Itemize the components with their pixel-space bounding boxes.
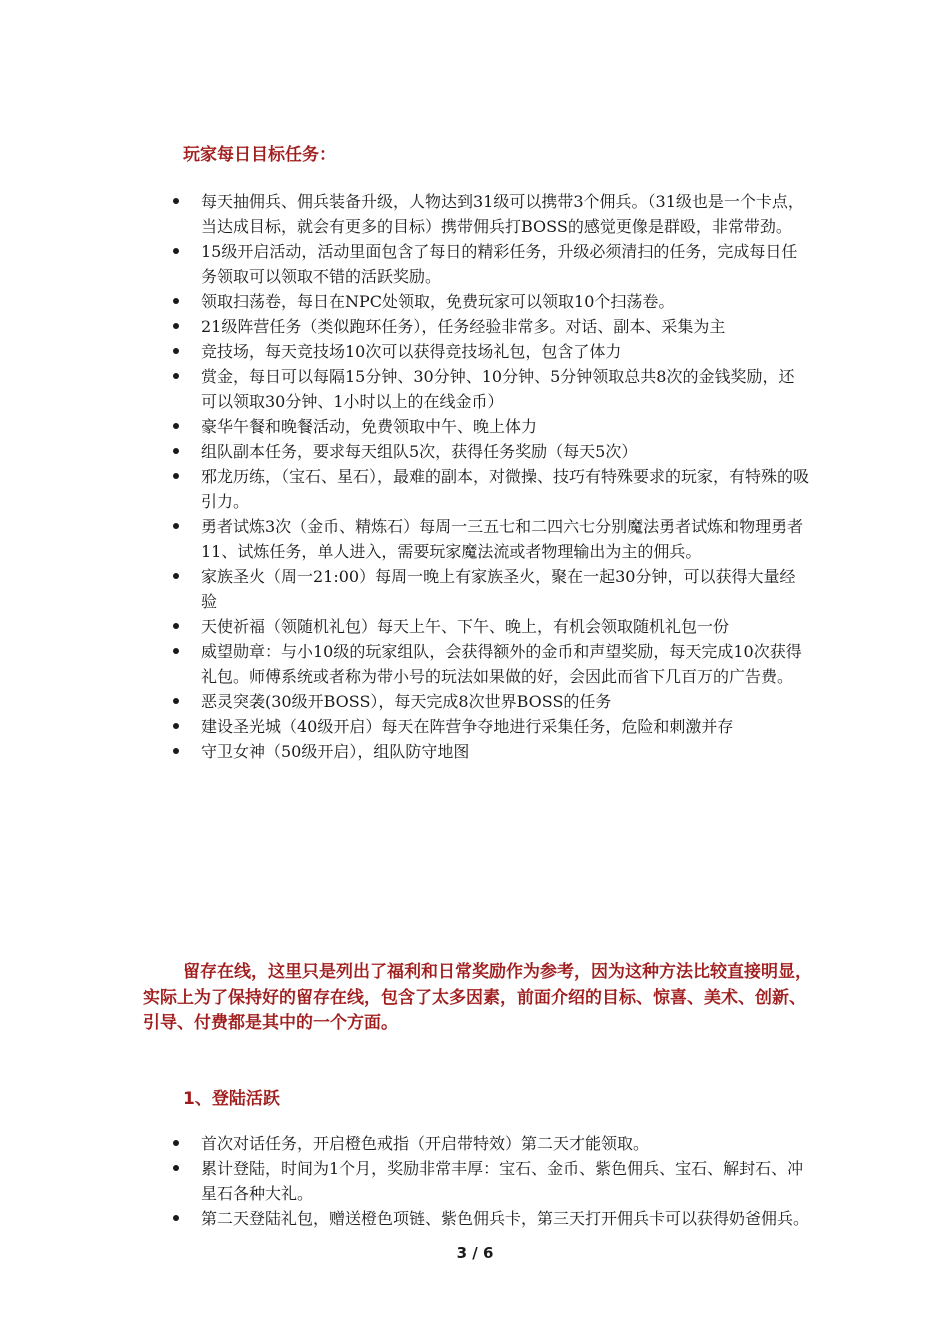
daily-tasks-list [170, 189, 810, 764]
bullet-dot-icon [173, 748, 179, 754]
bullet-dot-icon [173, 248, 179, 254]
list-item [170, 239, 810, 289]
retention-paragraph: 留存在线，这里只是列出了福利和日常奖励作为参考，因为这种方法比较直接明显，实际上为了保持好的留存在线，包含了太多因素，前面介绍的目标、惊喜、美术、创新、引导、付费都是其中的一个方面。 [143, 962, 812, 1033]
bullet-dot-icon [173, 448, 179, 454]
list-item [170, 289, 810, 314]
bullet-dot-icon [173, 198, 179, 204]
list-item [170, 714, 810, 739]
list-item-text: 勇者试炼3次（金币、精炼石）每周一三五七和二四六七分别魔法勇者试炼和物理勇者11、试炼任务，单人进入，需要玩家魔法流或者物理输出为主的佣兵。 [201, 517, 804, 561]
bullet-dot-icon [173, 373, 179, 379]
bullet-dot-icon [173, 323, 179, 329]
list-item-text: 21级阵营任务（类似跑环任务），任务经验非常多。对话、副本、采集为主 [201, 317, 726, 336]
bullet-dot-icon [173, 1140, 179, 1146]
login-activity-list [170, 1131, 810, 1231]
list-item-text: 15级开启活动，活动里面包含了每日的精彩任务，升级必须清扫的任务，完成每日任务领取可以领取不错的活跃奖励。 [201, 242, 798, 286]
bullet-dot-icon [173, 348, 179, 354]
list-item [170, 739, 810, 764]
bullet-dot-icon [173, 698, 179, 704]
list-item-text: 豪华午餐和晚餐活动，免费领取中午、晚上体力 [201, 417, 538, 436]
bullet-dot-icon [173, 573, 179, 579]
bullet-dot-icon [173, 1215, 179, 1221]
bullet-dot-icon [173, 298, 179, 304]
list-item [170, 464, 810, 514]
bullet-dot-icon [173, 648, 179, 654]
list-item [170, 564, 810, 614]
list-item-text: 威望勋章：与小10级的玩家组队，会获得额外的金币和声望奖励，每天完成10次获得礼包。师傅系统或者称为带小号的玩法如果做的好，会因此而省下几百万的广告费。 [201, 642, 802, 686]
list-item [170, 1206, 810, 1231]
list-item-text: 竞技场，每天竞技场10次可以获得竞技场礼包，包含了体力 [201, 342, 622, 361]
list-item-text: 恶灵突袭(30级开BOSS），每天完成8次世界BOSS的任务 [201, 692, 612, 711]
list-item [170, 439, 810, 464]
list-item [170, 1156, 810, 1206]
login-activity-heading: 1、登陆活跃 [183, 1089, 280, 1109]
list-item-text: 建设圣光城（40级开启）每天在阵营争夺地进行采集任务，危险和刺激并存 [201, 717, 734, 736]
daily-tasks-heading: 玩家每日目标任务： [183, 145, 336, 165]
list-item-text: 赏金，每日可以每隔15分钟、30分钟、10分钟、5分钟领取总共8次的金钱奖励，还可以领取30分钟、1小时以上的在线金币） [201, 367, 795, 411]
bullet-dot-icon [173, 523, 179, 529]
list-item-text: 领取扫荡卷，每日在NPC处领取，免费玩家可以领取10个扫荡卷。 [201, 292, 675, 311]
list-item-text: 第二天登陆礼包，赠送橙色项链、紫色佣兵卡，第三天打开佣兵卡可以获得奶爸佣兵。 [201, 1209, 810, 1228]
list-item-text: 首次对话任务，开启橙色戒指（开启带特效）第二天才能领取。 [201, 1134, 650, 1153]
bullet-dot-icon [173, 623, 179, 629]
list-item-text: 邪龙历练，（宝石、星石），最难的副本，对微操、技巧有特殊要求的玩家，有特殊的吸引力。 [201, 467, 810, 511]
list-item-text: 组队副本任务，要求每天组队5次，获得任务奖励（每天5次） [201, 442, 638, 461]
list-item [170, 614, 810, 639]
list-item [170, 339, 810, 364]
list-item-text: 每天抽佣兵、佣兵装备升级，人物达到31级可以携带3个佣兵。（31级也是一个卡点，当达成目标，就会有更多的目标）携带佣兵打BOSS的感觉更像是群殴，非常带劲。 [201, 192, 804, 236]
bullet-dot-icon [173, 1165, 179, 1171]
list-item [170, 364, 810, 414]
list-item-text: 家族圣火（周一21:00）每周一晚上有家族圣火，聚在一起30分钟，可以获得大量经验 [201, 567, 796, 611]
bullet-dot-icon [173, 723, 179, 729]
list-item [170, 514, 810, 564]
list-item-text: 天使祈福（领随机礼包）每天上午、下午、晚上，有机会领取随机礼包一份 [201, 617, 730, 636]
bullet-dot-icon [173, 423, 179, 429]
list-item-text: 累计登陆，时间为1个月，奖励非常丰厚：宝石、金币、紫色佣兵、宝石、解封石、冲星石各种大礼。 [201, 1159, 804, 1203]
list-item [170, 639, 810, 689]
list-item-text: 守卫女神（50级开启），组队防守地图 [201, 742, 470, 761]
list-item [170, 189, 810, 239]
list-item [170, 689, 810, 714]
list-item [170, 1131, 810, 1156]
list-item [170, 414, 810, 439]
bullet-dot-icon [173, 473, 179, 479]
page-number: 3 / 6 [456, 1244, 494, 1262]
list-item [170, 314, 810, 339]
